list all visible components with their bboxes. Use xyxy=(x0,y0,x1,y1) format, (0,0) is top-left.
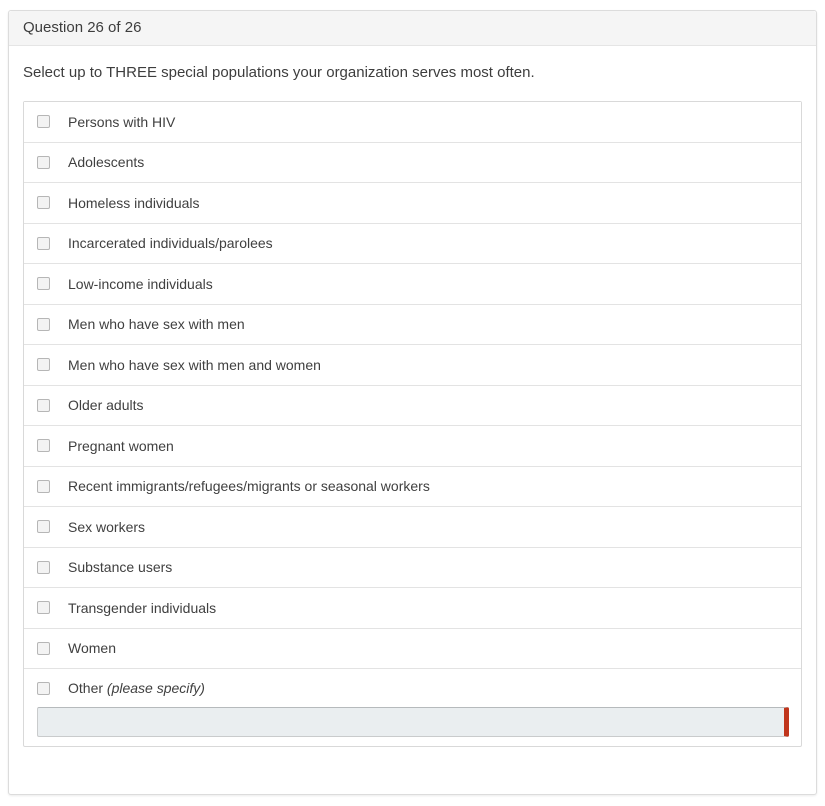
option-row[interactable] xyxy=(24,467,801,508)
option-label: Older adults xyxy=(68,397,144,414)
options-list xyxy=(23,101,802,747)
question-card xyxy=(8,10,817,795)
checkbox-icon[interactable] xyxy=(37,399,50,412)
option-row[interactable] xyxy=(24,264,801,305)
option-label: Women xyxy=(68,640,116,657)
question-prompt: Select up to THREE special populations your organization serves most often. xyxy=(23,64,535,81)
option-row[interactable] xyxy=(24,548,801,589)
option-label: Transgender individuals xyxy=(68,599,217,616)
question-progress: Question 26 of 26 xyxy=(23,19,142,36)
option-label: Homeless individuals xyxy=(68,194,200,211)
checkbox-icon[interactable] xyxy=(37,318,50,331)
option-row[interactable] xyxy=(24,426,801,467)
option-row[interactable] xyxy=(24,305,801,346)
option-row[interactable] xyxy=(24,143,801,184)
checkbox-icon[interactable] xyxy=(37,277,50,290)
option-label: Persons with HIV xyxy=(68,113,176,130)
option-row[interactable] xyxy=(24,386,801,427)
option-row[interactable] xyxy=(24,345,801,386)
option-label-other xyxy=(68,680,205,696)
option-label: Recent immigrants/refugees/migrants or seasonal workers xyxy=(68,478,430,495)
option-row[interactable] xyxy=(24,629,801,670)
option-label: Adolescents xyxy=(68,154,145,171)
option-row[interactable] xyxy=(24,183,801,224)
checkbox-icon[interactable] xyxy=(37,520,50,533)
option-row[interactable] xyxy=(24,507,801,548)
checkbox-icon[interactable] xyxy=(37,480,50,493)
option-label: Sex workers xyxy=(68,518,146,535)
option-row[interactable] xyxy=(24,102,801,143)
other-specify-input[interactable] xyxy=(37,707,789,737)
checkbox-icon[interactable] xyxy=(37,682,50,695)
option-row[interactable] xyxy=(24,224,801,265)
checkbox-icon[interactable] xyxy=(37,115,50,128)
option-label: Men who have sex with men and women xyxy=(68,356,321,373)
question-header xyxy=(9,11,816,46)
checkbox-icon[interactable] xyxy=(37,156,50,169)
checkbox-icon[interactable] xyxy=(37,439,50,452)
option-label: Low-income individuals xyxy=(68,275,213,292)
checkbox-icon[interactable] xyxy=(37,642,50,655)
option-label: Pregnant women xyxy=(68,437,174,454)
checkbox-icon[interactable] xyxy=(37,561,50,574)
other-input-container xyxy=(24,707,801,746)
other-note: (please specify) xyxy=(106,680,205,696)
question-body xyxy=(9,46,816,747)
other-label: Other xyxy=(68,680,104,696)
option-label: Incarcerated individuals/parolees xyxy=(68,235,273,252)
checkbox-icon[interactable] xyxy=(37,358,50,371)
option-row[interactable] xyxy=(24,588,801,629)
option-label: Men who have sex with men xyxy=(68,316,245,333)
option-row-other[interactable] xyxy=(24,669,801,707)
checkbox-icon[interactable] xyxy=(37,237,50,250)
option-label: Substance users xyxy=(68,559,173,576)
checkbox-icon[interactable] xyxy=(37,196,50,209)
checkbox-icon[interactable] xyxy=(37,601,50,614)
